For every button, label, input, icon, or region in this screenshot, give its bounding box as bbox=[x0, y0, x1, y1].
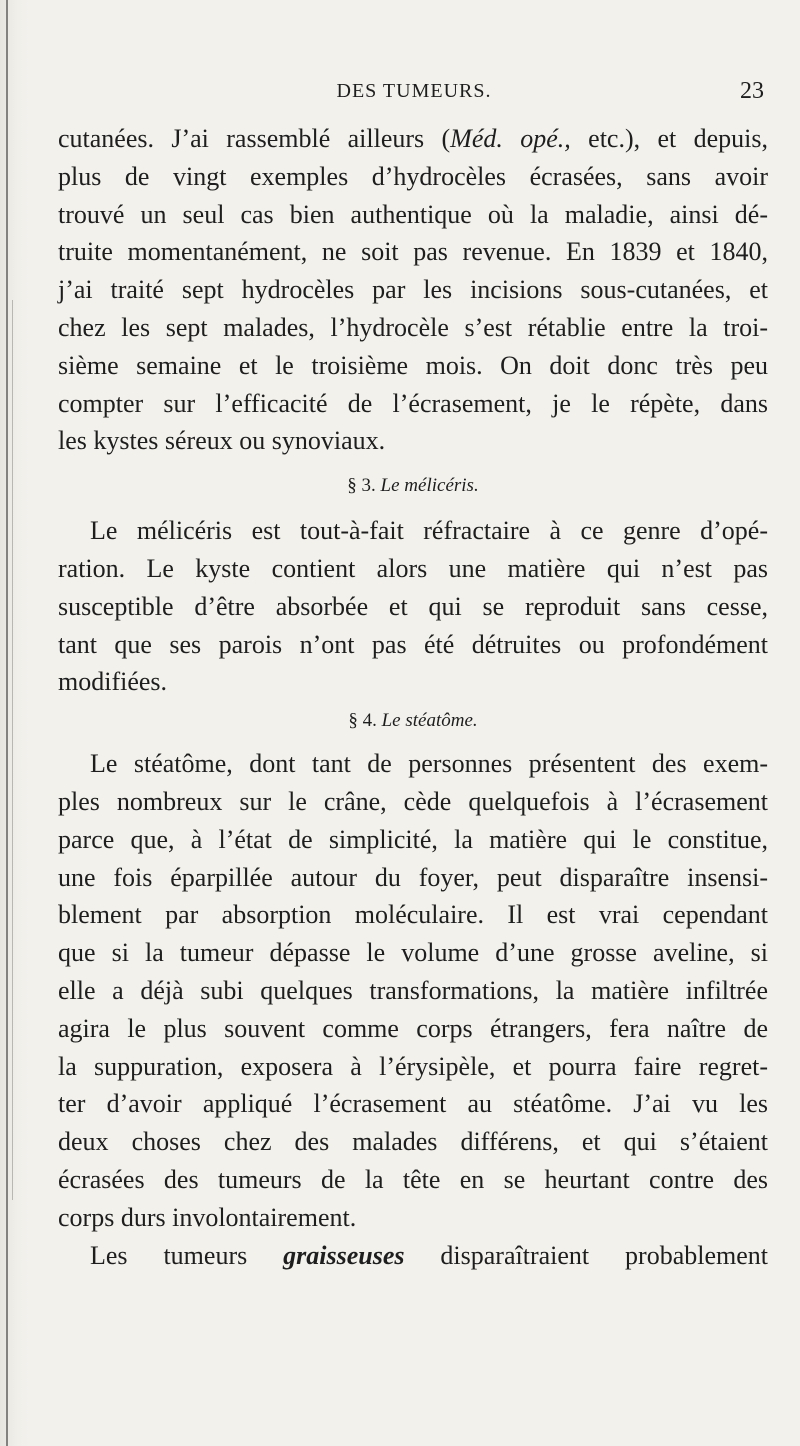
text-run: cutanées. J’ai rassemblé ailleurs ( bbox=[58, 124, 451, 153]
text-line: corps durs involontairement. bbox=[58, 1202, 357, 1232]
section-title: Le stéatôme. bbox=[381, 710, 478, 732]
emphasized-word: graisseuses bbox=[283, 1240, 405, 1270]
section-title: Le mélicéris. bbox=[380, 475, 479, 497]
text-line: Le mélicéris est tout-à-fait réfractaire à ce genre d’opé- bbox=[90, 516, 768, 546]
text-run: etc.), et depuis, bbox=[570, 124, 768, 153]
page-gutter-shadow bbox=[0, 0, 30, 1446]
text-line: tant que ses parois n’ont pas été détruites ou profondément bbox=[58, 629, 768, 659]
text-line: plus de vingt exemples d’hydrocèles écrasées, sans avoir bbox=[58, 161, 768, 191]
text-line: agira le plus souvent comme corps étrangers, fera naître de bbox=[58, 1013, 768, 1043]
page-body bbox=[58, 120, 768, 1274]
text-line: écrasées des tumeurs de la tête en se heurtant contre des bbox=[58, 1164, 768, 1194]
text-line: j’ai traité sept hydrocèles par les incisions sous-cutanées, et bbox=[58, 275, 768, 305]
text-run: disparaîtraient probablement bbox=[404, 1240, 768, 1270]
section-heading-3 bbox=[58, 466, 768, 506]
text-line: deux choses chez des malades différens, et qui s’étaient bbox=[58, 1127, 768, 1157]
text-line: Le stéatôme, dont tant de personnes présentent des exem- bbox=[90, 749, 768, 779]
text-line: modifiées. bbox=[58, 667, 168, 697]
text-run: Les tumeurs bbox=[90, 1240, 284, 1270]
text-line: compter sur l’efficacité de l’écrasement, je le répète, dans bbox=[58, 388, 768, 418]
running-head bbox=[60, 80, 768, 110]
text-line: ter d’avoir appliqué l’écrasement au stéatôme. J’ai vu les bbox=[58, 1089, 768, 1119]
text-line: parce que, à l’état de simplicité, la matière qui le constitue, bbox=[58, 824, 768, 854]
italic-citation: Méd. opé., bbox=[450, 124, 571, 153]
running-title: DES TUMEURS. bbox=[336, 80, 492, 102]
text-line: une fois éparpillée autour du foyer, peut disparaître insensi- bbox=[58, 862, 768, 892]
binding-edge-inner bbox=[12, 300, 13, 1200]
text-line: ples nombreux sur le crâne, cède quelquefois à l’écrasement bbox=[58, 786, 768, 816]
text-line bbox=[58, 1237, 768, 1275]
text-line: trouvé un seul cas bien authentique où la maladie, ainsi dé- bbox=[58, 199, 768, 229]
text-line: la suppuration, exposera à l’érysipèle, et pourra faire regret- bbox=[58, 1051, 768, 1081]
text-line: chez les sept malades, l’hydrocèle s’est rétablie entre la troi- bbox=[58, 312, 768, 342]
text-line: que si la tumeur dépasse le volume d’une grosse aveline, si bbox=[58, 938, 768, 968]
paragraph-continuation bbox=[58, 120, 768, 460]
text-line bbox=[58, 120, 768, 158]
text-line: les kystes séreux ou synoviaux. bbox=[58, 426, 386, 456]
text-line: blement par absorption moléculaire. Il est vrai cependant bbox=[58, 900, 768, 930]
text-line: susceptible d’être absorbée et qui se reproduit sans cesse, bbox=[58, 591, 768, 621]
text-line: elle a déjà subi quelques transformations, la matière infiltrée bbox=[58, 975, 768, 1005]
binding-edge bbox=[6, 0, 8, 1446]
text-line: sième semaine et le troisième mois. On doit donc très peu bbox=[58, 350, 768, 380]
paragraph-meliceris bbox=[58, 512, 768, 701]
section-number: § 4. bbox=[348, 710, 377, 732]
paragraph-graisseuses bbox=[58, 1237, 768, 1275]
page-number: 23 bbox=[740, 78, 764, 104]
paragraph-steatome bbox=[58, 745, 768, 1236]
section-heading-4 bbox=[58, 701, 768, 741]
section-number: § 3. bbox=[347, 475, 376, 497]
text-line: truite momentanément, ne soit pas revenue. En 1839 et 1840, bbox=[58, 237, 768, 267]
text-line: ration. Le kyste contient alors une matière qui n’est pas bbox=[58, 553, 768, 583]
